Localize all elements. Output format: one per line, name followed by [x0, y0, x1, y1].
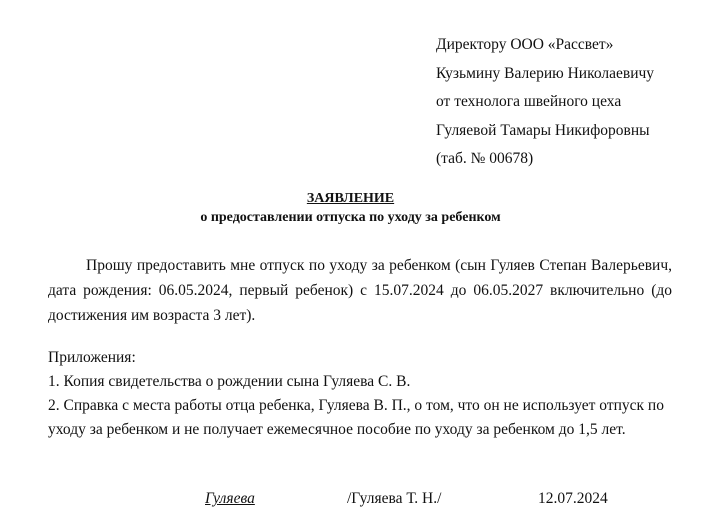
addressee-line-director-name: Кузьмину Валерию Николаевичу — [436, 64, 655, 82]
attachments-section — [48, 346, 672, 442]
document-title-block — [0, 189, 701, 227]
document-title: ЗАЯВЛЕНИЕ — [306, 191, 395, 206]
attachment-item: 2. Справка с места работы отца ребенка, Гуляева В. П., о том, что он не использует отпуск по уходу за ребенком и не получает ежемесячное пособие по уходу за ребенком до 1,5 лет. — [48, 397, 664, 438]
document-subtitle: о предоставлении отпуска по уходу за ребенком — [200, 210, 501, 225]
signature-date: 12.07.2024 — [538, 490, 608, 507]
addressee-line-applicant-name: Гуляевой Тамары Никифоровны — [436, 121, 650, 139]
attachment-item: 1. Копия свидетельства о рождении сына Гуляева С. В. — [48, 373, 411, 390]
addressee-line-from: от технолога швейного цеха — [436, 93, 622, 111]
signature-row — [0, 487, 701, 511]
addressee-line-director: Директору ООО «Рассвет» — [436, 36, 614, 53]
attachments-heading: Приложения: — [48, 349, 136, 366]
application-body — [48, 253, 672, 328]
handwritten-signature: Гуляева — [205, 490, 255, 507]
addressee-block — [436, 31, 654, 174]
signature-name: /Гуляева Т. Н./ — [347, 490, 442, 507]
addressee-line-tab-number: (таб. № 00678) — [436, 150, 534, 168]
application-paragraph: Прошу предоставить мне отпуск по уходу за ребенком (сын Гуляев Степан Валерьевич, дата рождения: 06.05.2024, первый ребенок) с 15.07.2024 до 06.05.2027 включительно (до достижения им возраста 3 лет). — [48, 257, 672, 324]
